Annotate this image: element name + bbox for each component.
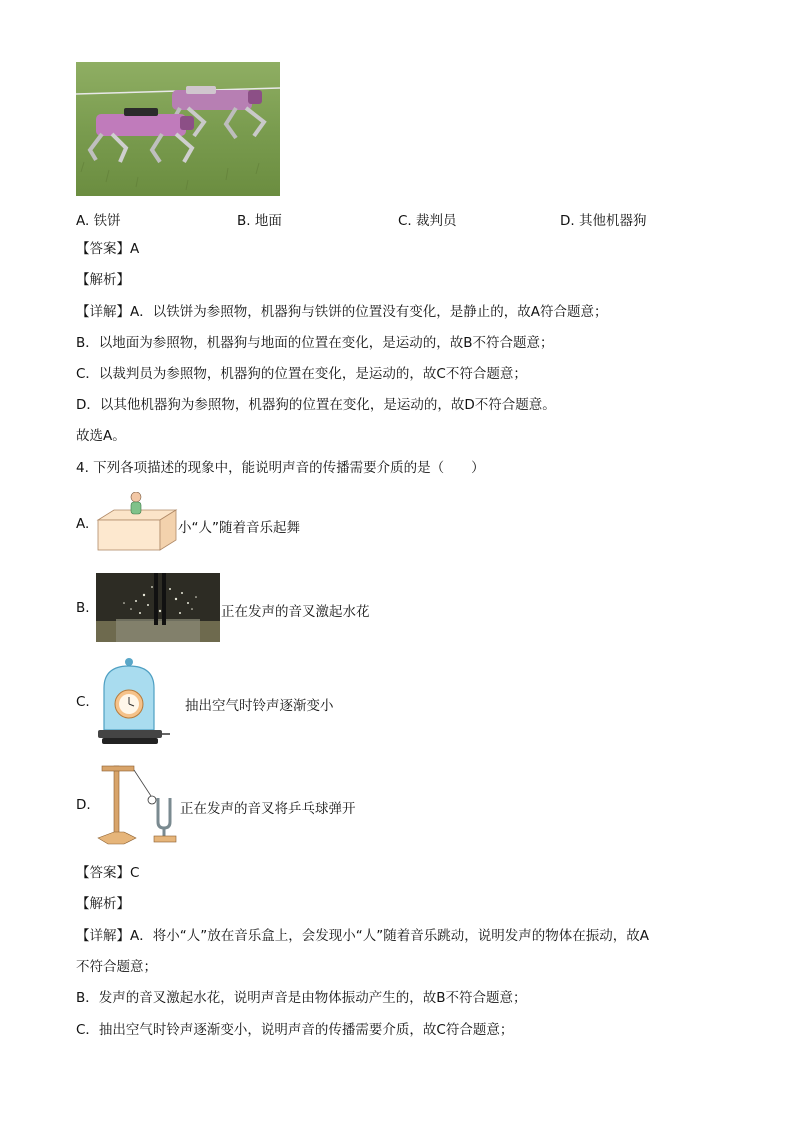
option-letter: D. [560, 213, 575, 229]
tuning-fork-pingpong-figure [96, 762, 180, 846]
tuning-fork-water-photo [96, 573, 220, 642]
robot-dog-photo [76, 62, 280, 196]
option-letter: B. [237, 213, 251, 229]
q4-detail-line: 不符合题意； [76, 959, 157, 975]
q3-option-c [398, 209, 457, 229]
q3-answer [76, 240, 139, 258]
q3-option-a [76, 209, 121, 229]
q3-detail-line: D．以其他机器狗为参照物，机器狗的位置在变化，是运动的，故D不符合题意。 [76, 397, 556, 413]
option-text: 地面 [254, 213, 282, 229]
option-text: 裁判员 [416, 213, 457, 229]
q4-detail-line: B．发声的音叉激起水花，说明声音是由物体振动产生的，故B不符合题意； [76, 990, 527, 1006]
q3-analysis-heading: 【解析】 [76, 272, 130, 288]
answer-value: C [130, 865, 140, 881]
option-text: 铁饼 [93, 213, 121, 229]
q4-option-a-text: 小“人”随着音乐起舞 [178, 520, 300, 536]
q4-option-a-letter: A. [76, 516, 90, 532]
music-box-figure [96, 492, 178, 552]
q4-answer [76, 864, 139, 882]
q4-detail-line: C．抽出空气时铃声逐渐变小，说明声音的传播需要介质，故C符合题意； [76, 1022, 514, 1038]
q4-question: 4. 下列各项描述的现象中，能说明声音的传播需要介质的是（ ） [76, 460, 485, 476]
option-letter: A. [76, 213, 90, 229]
answer-tag: 【答案】 [76, 241, 130, 257]
answer-tag: 【答案】 [76, 865, 130, 881]
q4-option-c-text: 抽出空气时铃声逐渐变小 [185, 698, 334, 714]
q4-detail-line: 【详解】A．将小“人”放在音乐盒上，会发现小“人”随着音乐跳动，说明发声的物体在振动，故A [76, 928, 649, 944]
bell-jar-alarm-figure [96, 656, 172, 746]
answer-value: A [130, 241, 140, 257]
q4-option-d-letter: D. [76, 797, 91, 813]
q3-detail-line: C．以裁判员为参照物，机器狗的位置在变化，是运动的，故C不符合题意； [76, 366, 527, 382]
q3-option-b [237, 209, 282, 229]
q3-option-d [560, 209, 646, 229]
q3-detail-line: 故选A。 [76, 428, 126, 444]
q4-analysis-heading: 【解析】 [76, 896, 130, 912]
q3-detail-line: B．以地面为参照物，机器狗与地面的位置在变化，是运动的，故B不符合题意； [76, 335, 554, 351]
q4-option-c-letter: C. [76, 694, 90, 710]
option-text: 其他机器狗 [578, 213, 647, 229]
q4-option-b-text: 正在发声的音叉激起水花 [221, 604, 370, 620]
option-letter: C. [398, 213, 412, 229]
q4-option-b-letter: B. [76, 600, 90, 616]
q3-detail-line: 【详解】A．以铁饼为参照物，机器狗与铁饼的位置没有变化，是静止的，故A符合题意； [76, 304, 608, 320]
q4-option-d-text: 正在发声的音叉将乒乓球弹开 [180, 801, 356, 817]
